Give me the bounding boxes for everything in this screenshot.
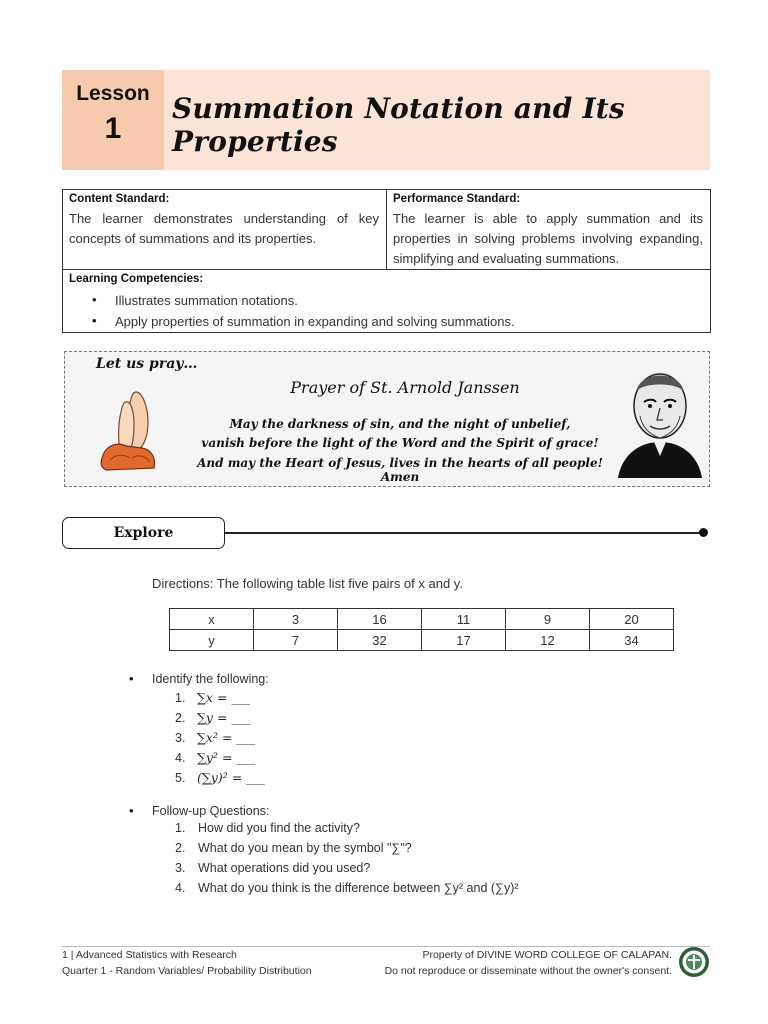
list-number: 4. [175,751,186,765]
content-standard-text: The learner demonstrates understanding of key concepts of summations and its properties. [69,211,379,246]
xy-data-table [169,608,674,651]
list-number: 2. [175,841,186,855]
divider-end-dot [699,528,708,537]
identify-item: (∑y)² = ___ [197,770,265,785]
content-standard-heading: Content Standard: [69,193,170,205]
list-number: 5. [175,771,186,785]
table-cell: 11 [422,609,506,630]
bullet: • [92,292,97,307]
praying-hands-icon [96,388,162,474]
bullet: • [129,671,134,686]
prayer-line: vanish before the light of the Word and the Spirit of grace! [201,436,599,450]
footer-copyright-notice: Do not reproduce or disseminate without the owner's consent. [384,965,672,977]
identify-item: ∑x = ___ [197,690,251,705]
identify-item: ∑x² = ___ [197,730,256,745]
table-divider [62,269,711,270]
table-row [170,630,674,651]
footer-divider [62,946,710,947]
list-number: 4. [175,881,186,895]
footer-page-info: 1 | Advanced Statistics with Research [62,949,237,961]
prayer-line: And may the Heart of Jesus, lives in the hearts of all people! Amen [197,456,603,484]
table-row [170,609,674,630]
performance-standard-heading: Performance Standard: [393,193,521,205]
lesson-number: 1 [104,112,122,145]
table-cell: 9 [506,609,590,630]
list-number: 2. [175,711,186,725]
lesson-title: Summation Notation and Its Properties [172,92,625,158]
table-cell: 12 [506,630,590,651]
competency-item: Apply properties of summation in expanding and solving summations. [115,314,515,329]
prayer-label: Let us pray… [96,356,198,372]
table-cell: 3 [254,609,338,630]
prayer-title: Prayer of St. Arnold Janssen [290,378,520,397]
bullet: • [92,313,97,328]
table-cell: x [170,609,254,630]
table-cell: 34 [590,630,674,651]
table-cell: 7 [254,630,338,651]
identify-item: ∑y² = ___ [197,750,256,765]
list-number: 3. [175,861,186,875]
table-cell: 32 [338,630,422,651]
followup-heading: Follow-up Questions: [152,804,270,818]
explore-label: Explore [113,525,174,541]
performance-standard-text: The learner is able to apply summation and its properties in solving problems involving expanding, simplifying and evaluating summations. [393,211,703,266]
table-cell: 17 [422,630,506,651]
footer-quarter-info: Quarter 1 - Random Variables/ Probability Distribution [62,965,312,977]
prayer-line: May the darkness of sin, and the night of unbelief, [229,417,571,431]
list-number: 1. [175,821,186,835]
directions-text: Directions: The following table list five pairs of x and y. [152,576,463,591]
followup-item: What do you mean by the symbol "∑"? [198,841,412,855]
saint-portrait-icon [614,362,706,478]
followup-item: What do you think is the difference between ∑y² and (∑y)² [198,881,519,895]
college-seal-icon [678,946,710,978]
footer-property-notice: Property of DIVINE WORD COLLEGE OF CALAPAN. [422,949,672,961]
bullet: • [129,803,134,818]
competency-item: Illustrates summation notations. [115,293,298,308]
identify-heading: Identify the following: [152,672,269,686]
lesson-word: Lesson [76,82,150,105]
explore-divider [225,532,703,534]
list-number: 1. [175,691,186,705]
table-cell: 20 [590,609,674,630]
table-cell: y [170,630,254,651]
identify-item: ∑y = ___ [197,710,251,725]
table-cell: 16 [338,609,422,630]
table-divider [386,189,387,270]
list-number: 3. [175,731,186,745]
followup-item: How did you find the activity? [198,821,360,835]
followup-item: What operations did you used? [198,861,371,875]
learning-competencies-heading: Learning Competencies: [69,273,204,285]
